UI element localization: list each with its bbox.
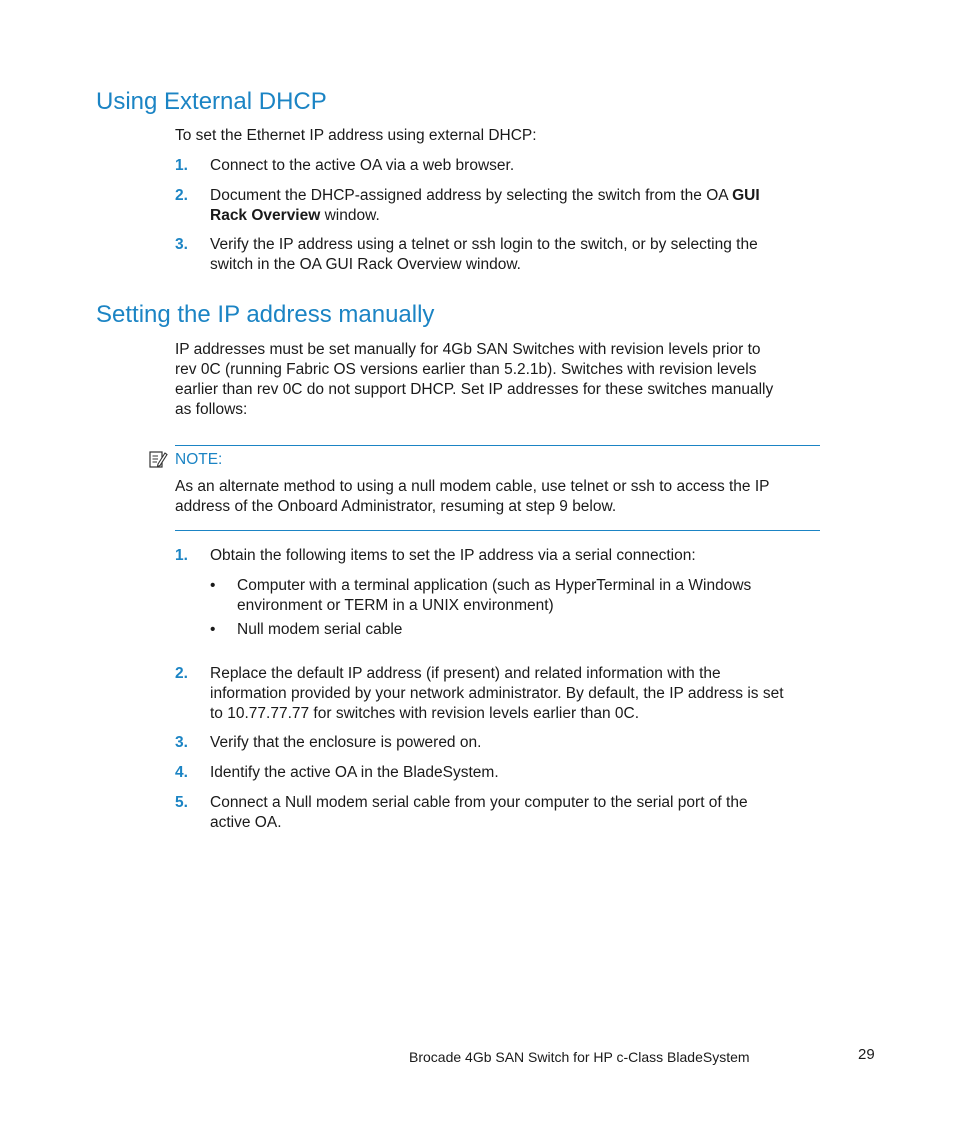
step-text: Document the DHCP-assigned address by selecting the switch from the OA GUI Rack Overview window. xyxy=(210,187,760,224)
step-number: 4. xyxy=(175,764,188,781)
step-text: Identify the active OA in the BladeSystem. xyxy=(210,764,499,781)
bold-term: Rack Overview xyxy=(210,207,321,224)
note-top-rule xyxy=(175,445,820,446)
note-pad-icon xyxy=(148,449,168,469)
page-number: 29 xyxy=(858,1046,875,1063)
bullet-text: Computer with a terminal application (such as HyperTerminal in a Windows environment or TERM in a UNIX environment) xyxy=(237,577,752,614)
heading-setting-ip-manually: Setting the IP address manually xyxy=(96,301,435,328)
step-text: Connect to the active OA via a web browser. xyxy=(210,157,515,174)
bold-term: GUI xyxy=(732,187,760,204)
step-number: 2. xyxy=(175,187,188,204)
step-text: Replace the default IP address (if present) and related information with the information provided by your network administrator. By default, the IP address is set to 10.77.77.77 for switches with revision levels earlier than 0C. xyxy=(210,665,784,722)
step-text: Obtain the following items to set the IP address via a serial connection: xyxy=(210,547,696,564)
note-text: As an alternate method to using a null modem cable, use telnet or ssh to access the IP address of the Onboard Administrator, resuming at step 9 below. xyxy=(175,478,770,515)
heading-using-external-dhcp: Using External DHCP xyxy=(96,88,327,115)
bullet-symbol: • xyxy=(210,577,216,594)
step-number: 1. xyxy=(175,547,188,564)
intro-paragraph: To set the Ethernet IP address using external DHCP: xyxy=(175,127,537,144)
step-number: 3. xyxy=(175,236,188,253)
step-number: 5. xyxy=(175,794,188,811)
note-label: NOTE: xyxy=(175,451,223,468)
step-number: 3. xyxy=(175,734,188,751)
step-text: Verify the IP address using a telnet or ssh login to the switch, or by selecting the switch in the OA GUI Rack Overview window. xyxy=(210,236,758,273)
bullet-text: Null modem serial cable xyxy=(237,621,403,638)
step-text: Connect a Null modem serial cable from your computer to the serial port of the active OA. xyxy=(210,794,748,831)
note-bottom-rule xyxy=(175,530,820,531)
step-number: 1. xyxy=(175,157,188,174)
bullet-symbol: • xyxy=(210,621,216,638)
intro-paragraph: IP addresses must be set manually for 4Gb SAN Switches with revision levels prior to rev 0C (running Fabric OS versions earlier than 5.2.1b). Switches with revision levels earlier than rev 0C do not support DHCP. Set IP addresses for these switches manually as follows: xyxy=(175,341,774,418)
step-number: 2. xyxy=(175,665,188,682)
footer-title: Brocade 4Gb SAN Switch for HP c-Class BladeSystem xyxy=(409,1049,750,1065)
step-text: Verify that the enclosure is powered on. xyxy=(210,734,482,751)
